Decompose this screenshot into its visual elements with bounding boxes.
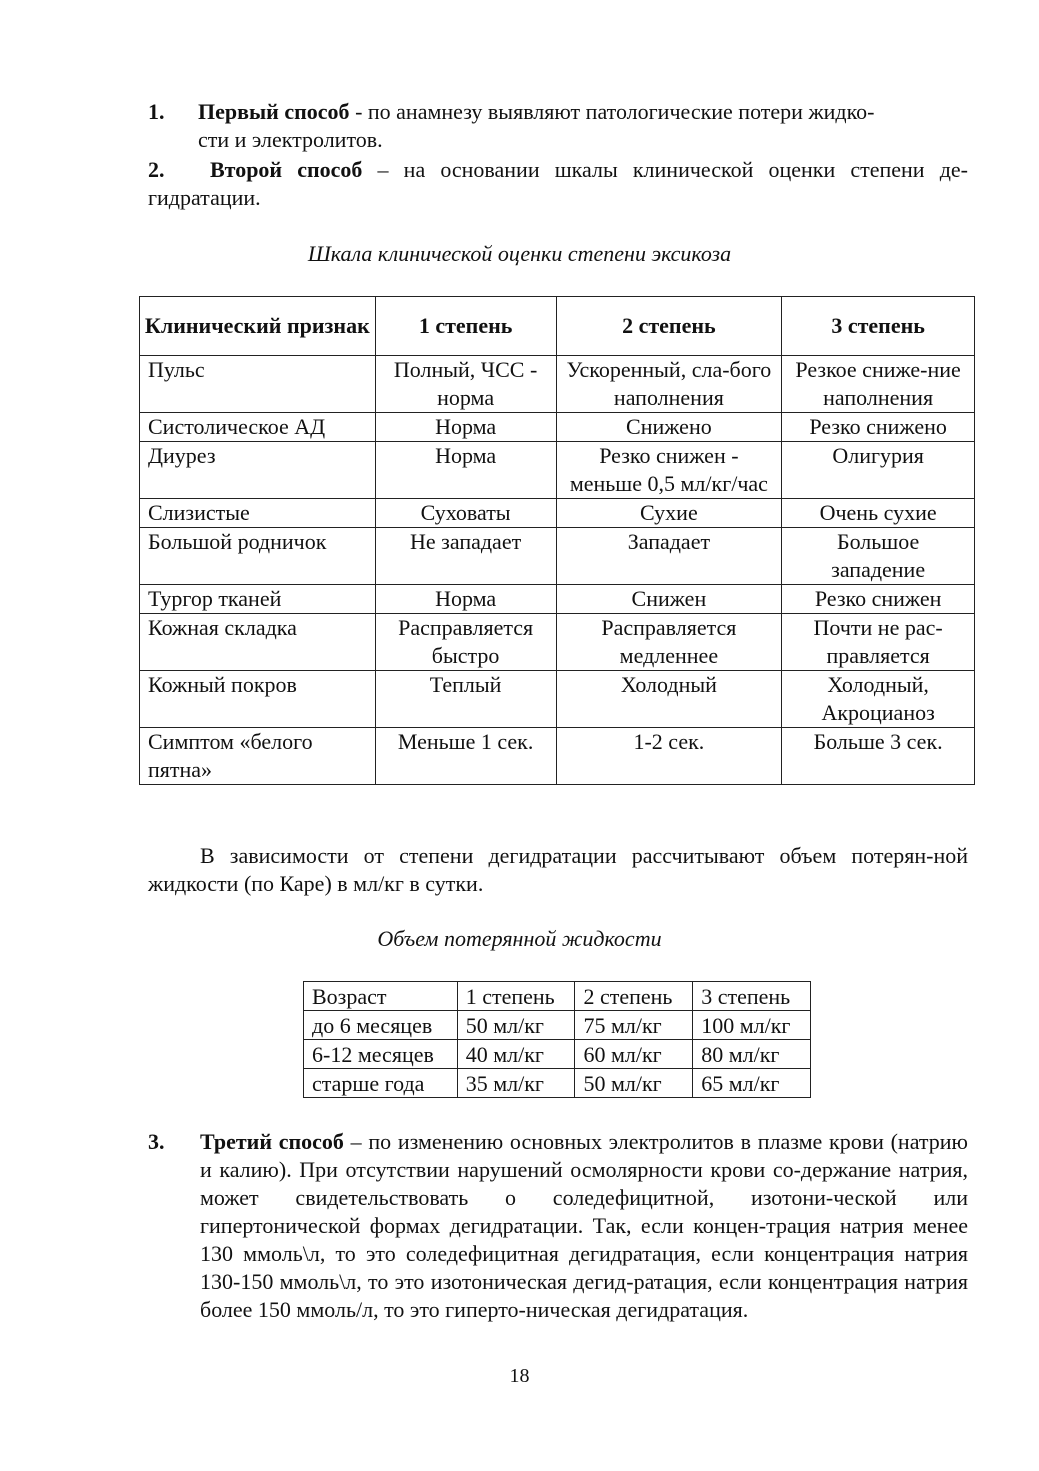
page-number: 18 (509, 1365, 530, 1387)
list-number: 3. (148, 1129, 165, 1154)
table-cell: Норма (375, 413, 556, 442)
list-item-third-method (148, 1128, 968, 1324)
table-cell: Теплый (375, 671, 556, 728)
table-cell: Почти не рас-правляется (782, 614, 975, 671)
table-cell: Резко снижен (782, 585, 975, 614)
exicosis-scale-table (139, 296, 975, 785)
list-number: 1. (148, 99, 165, 124)
table-row (140, 728, 975, 785)
table-cell: Западает (556, 528, 782, 585)
table-cell: 40 мл/кг (457, 1040, 575, 1069)
header-cell: Возраст (304, 982, 458, 1011)
table-cell: 60 мл/кг (575, 1040, 693, 1069)
table-cell: Холодный (556, 671, 782, 728)
table-cell: Расправляется медленнее (556, 614, 782, 671)
table-cell: Кожный покров (140, 671, 376, 728)
table-cell: Ускоренный, сла-бого наполнения (556, 356, 782, 413)
list-body (200, 1128, 968, 1324)
table-row (140, 671, 975, 728)
header-cell: 3 степень (693, 982, 811, 1011)
table-cell: Расправляется быстро (375, 614, 556, 671)
table-cell: Норма (375, 585, 556, 614)
table-cell: Резко снижено (782, 413, 975, 442)
header-cell: 3 степень (782, 297, 975, 356)
table-cell: Очень сухие (782, 499, 975, 528)
table-cell: Норма (375, 442, 556, 499)
list-text: – по изменению основных электролитов в плазме крови (натрию и калию). При отсутствии нарушений осмолярности крови со-держание натрия, может свидетельствовать о соледефицитной, изотони-ческой или гипертонической формах дегидратации. Так, если концен-трация натрия менее 130 ммоль\л, то это соледефицитная дегидратация, если концентрация натрия 130-150 ммоль\л, то это изотоническая дегид-ратация, если концентрация натрия более 150 ммоль/л, то это гиперто-ническая дегидратация. (200, 1129, 968, 1322)
table-cell: 100 мл/кг (693, 1011, 811, 1040)
table-row (140, 356, 975, 413)
table-cell: 50 мл/кг (575, 1069, 693, 1098)
table-row (140, 614, 975, 671)
table-cell: до 6 месяцев (304, 1011, 458, 1040)
table-cell: 65 мл/кг (693, 1069, 811, 1098)
table-cell: Олигурия (782, 442, 975, 499)
table-row (304, 1040, 811, 1069)
list-text: – на основании шкалы клинической оценки степени де-гидратации. (148, 157, 968, 210)
table-header-row (304, 982, 811, 1011)
header-cell: Клинический признак (140, 297, 376, 356)
fluid-loss-table (303, 981, 811, 1098)
list-lead: Второй способ (210, 157, 363, 182)
list-lead: Первый способ (198, 99, 350, 124)
list-number: 2. (148, 157, 165, 182)
table-cell: Полный, ЧСС - норма (375, 356, 556, 413)
table-cell: Холодный, Акроцианоз (782, 671, 975, 728)
list-item-first-method (148, 98, 968, 154)
table-row (304, 1011, 811, 1040)
table-cell: 80 мл/кг (693, 1040, 811, 1069)
table-cell: Пульс (140, 356, 376, 413)
table-row (140, 528, 975, 585)
header-cell: 1 степень (457, 982, 575, 1011)
table-caption-exicosis: Шкала клинической оценки степени эксикоза (307, 241, 732, 266)
table-header-row (140, 297, 975, 356)
table-cell: Симптом «белого пятна» (140, 728, 376, 785)
table-row (304, 1069, 811, 1098)
table-cell: Кожная складка (140, 614, 376, 671)
table-cell: 6-12 месяцев (304, 1040, 458, 1069)
table-cell: старше года (304, 1069, 458, 1098)
table-cell: 1-2 сек. (556, 728, 782, 785)
table-caption-fluid-loss: Объем потерянной жидкости (377, 926, 662, 951)
table-row (140, 499, 975, 528)
table-cell: Диурез (140, 442, 376, 499)
table-cell: Систолическое АД (140, 413, 376, 442)
table-cell: Резкое сниже-ние наполнения (782, 356, 975, 413)
table-cell: Большой родничок (140, 528, 376, 585)
body-paragraph: В зависимости от степени дегидратации рассчитывают объем потерян-ной жидкости (по Каре) в мл/кг в сутки. (148, 843, 968, 896)
table-cell: 75 мл/кг (575, 1011, 693, 1040)
table-cell: Не западает (375, 528, 556, 585)
table-cell: 50 мл/кг (457, 1011, 575, 1040)
list-text: - по анамнезу выявляют патологические потери жидко- (349, 99, 875, 124)
list-text-continued: сти и электролитов. (198, 127, 383, 152)
header-cell: 1 степень (375, 297, 556, 356)
table-cell: Суховаты (375, 499, 556, 528)
table-cell: Снижено (556, 413, 782, 442)
table-cell: 35 мл/кг (457, 1069, 575, 1098)
table-cell: Большое западение (782, 528, 975, 585)
table-row (140, 442, 975, 499)
table-cell: Слизистые (140, 499, 376, 528)
table-cell: Резко снижен - меньше 0,5 мл/кг/час (556, 442, 782, 499)
header-cell: 2 степень (556, 297, 782, 356)
table-row (140, 413, 975, 442)
table-cell: Больше 3 сек. (782, 728, 975, 785)
list-lead: Третий способ (200, 1129, 344, 1154)
table-cell: Меньше 1 сек. (375, 728, 556, 785)
table-cell: Сухие (556, 499, 782, 528)
table-cell: Снижен (556, 585, 782, 614)
header-cell: 2 степень (575, 982, 693, 1011)
table-cell: Тургор тканей (140, 585, 376, 614)
list-item-second-method (148, 156, 968, 212)
table-row (140, 585, 975, 614)
